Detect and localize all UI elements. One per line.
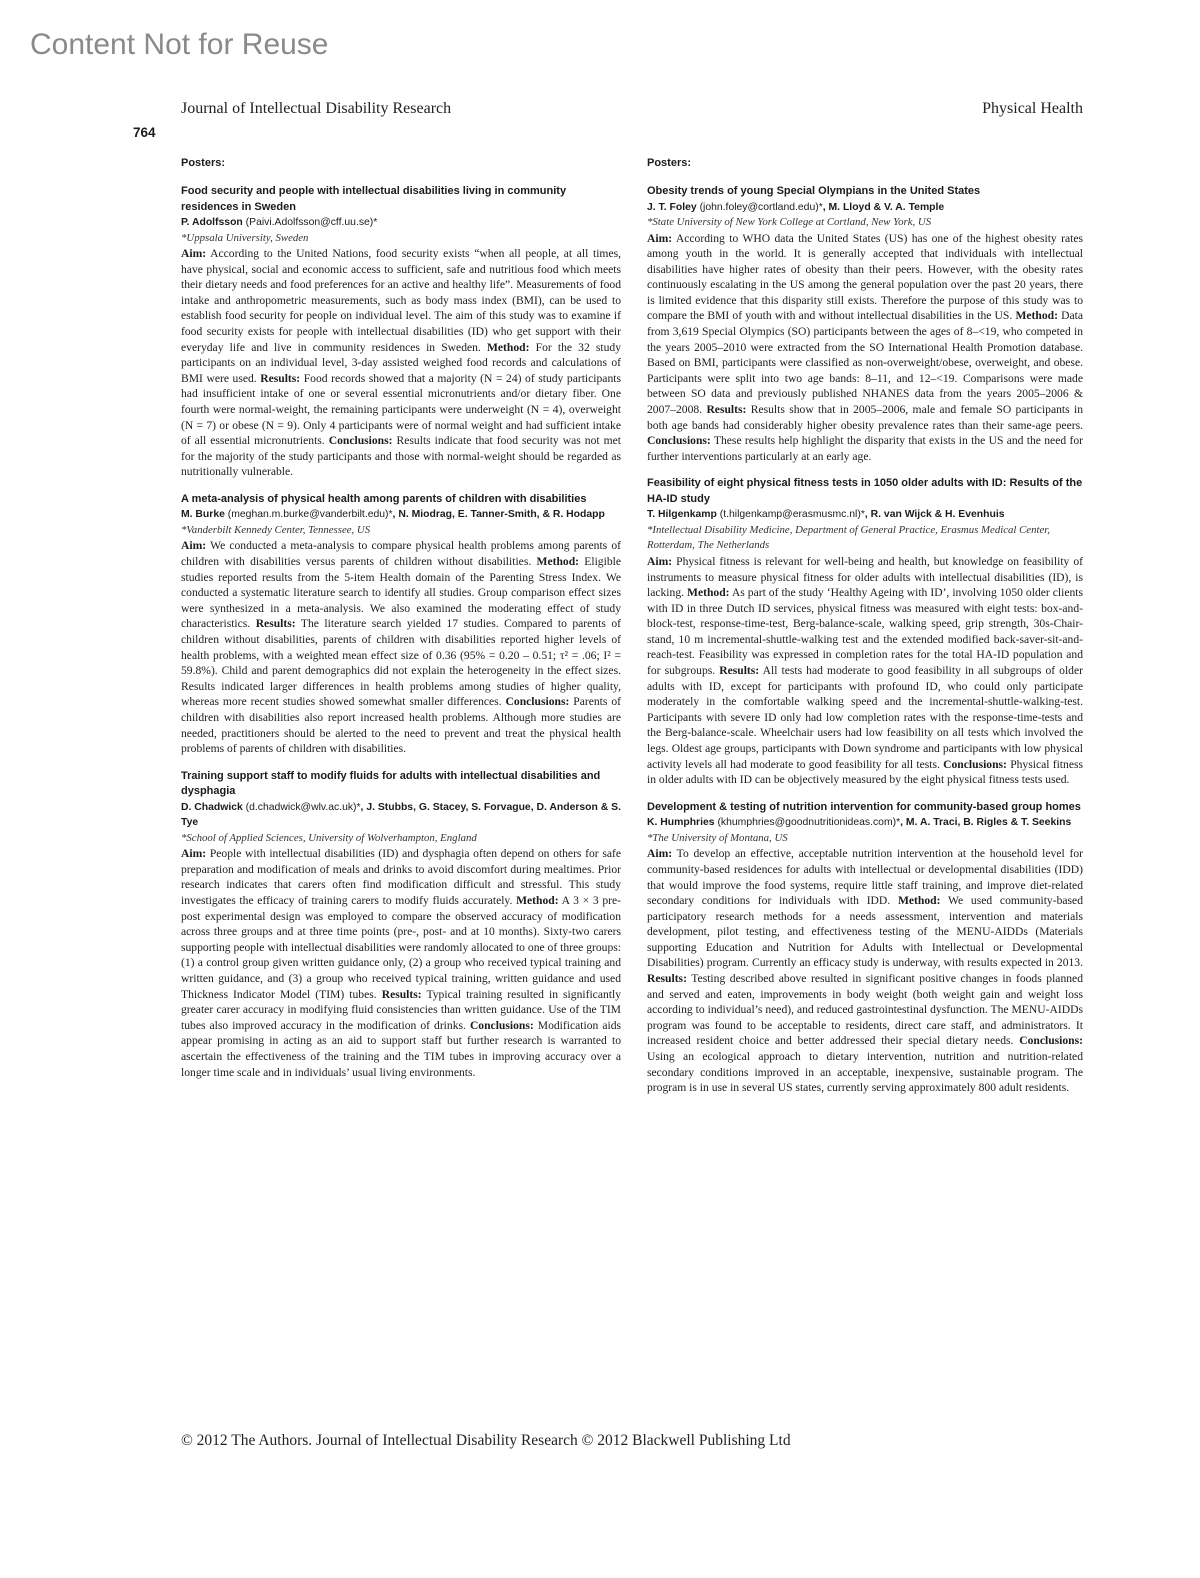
aim-label: Aim: <box>181 247 207 260</box>
results-text: All tests had moderate to good feasibility in all subgroups of older adults with ID, except for participants with profound ID, who could only participate moderately in the comfortable walking speed and the incremental-shuttle-walking-test. Participants with severe ID only had low completion rates with the response-time-tests and the Berg-balance-scale. Wheelchair users had low feasibility on all tests which involved the legs. Oldest age groups, participants with Down syndrome and participants with low physical activity levels all had moderate to good feasibility for all tests. <box>647 664 1083 771</box>
abstract-affiliation: *The University of Montana, US <box>647 831 788 844</box>
journal-title: Journal of Intellectual Disability Research <box>181 100 452 117</box>
abstract <box>647 800 1083 1096</box>
method-label: Method: <box>1015 309 1058 323</box>
results-label: Results: <box>255 617 296 631</box>
section-title: Physical Health <box>982 100 1083 117</box>
author-email[interactable]: (Paivi.Adolfsson@cff.uu.se)* <box>245 217 378 228</box>
posters-heading: Posters: <box>181 157 226 169</box>
method-label: Method: <box>687 586 730 600</box>
conclusions-text: Parents of children with disabilities also report increased health problems. Although more studies are needed, practitioners should be alerted to the need to prevent and treat the physical health problems of parents of children with disabilities. <box>181 695 621 756</box>
abstract-authors: J. T. Foley (john.foley@cortland.edu)*, M. Lloyd & V. A. Temple <box>647 201 945 213</box>
author-name: T. Hilgenkamp <box>647 509 717 521</box>
results-label: Results: <box>260 371 301 385</box>
abstract-title: Development & testing of nutrition intervention for community-based group homes <box>647 800 1081 813</box>
conclusions-label: Conclusions: <box>943 757 1007 771</box>
author-email[interactable]: (khumphries@goodnutritionideas.com)* <box>717 817 901 829</box>
conclusions-label: Conclusions: <box>1019 1034 1083 1048</box>
method-text: Data from 3,619 Special Olympics (SO) participants between the ages of 8–<19, who competed in the years 2005–2010 were extracted from the SO International Health Promotion database. Based on BMI, participants were classified as non-overweight/obese, overweight, and obese. Participants were split into two age bands: 8–11, and 12–<19. Comparisons were made between SO data and previously published NHANES data from the years 2005–2006 & 2007–2008. <box>647 309 1083 417</box>
abstract-authors: K. Humphries (khumphries@goodnutritionideas.com)*, M. A. Traci, B. Rigles & T. Seekins <box>647 817 1072 829</box>
method-label: Method: <box>516 894 559 907</box>
abstract-affiliation: *Vanderbilt Kennedy Center, Tennessee, US <box>181 523 371 536</box>
copyright-footer: © 2012 The Authors. Journal of Intellectual Disability Research © 2012 Blackwell Publishing Ltd <box>181 1432 791 1449</box>
results-text: Typical training resulted in significantly greater carer accuracy in modifying fluid consistencies than written guidance. Use of the TIM tubes also improved accuracy in the modification of drinks. <box>181 987 621 1032</box>
abstract-authors: T. Hilgenkamp (t.hilgenkamp@erasmusmc.nl)*, R. van Wijck & H. Evenhuis <box>647 509 1005 521</box>
abstract-body <box>181 246 621 480</box>
method-label: Method: <box>897 894 941 908</box>
abstract <box>181 184 621 480</box>
left-column <box>181 152 621 1092</box>
aim-label: Aim: <box>181 847 207 861</box>
coauthor-names: J. Stubbs, G. Stacey, S. Forvague, D. Anderson & S. Tye <box>181 801 621 829</box>
abstract <box>647 184 1083 464</box>
conclusions-text: These results help highlight the disparity that exists in the US and the need for further interventions particularly at an early age. <box>647 434 1083 463</box>
aim-text: Physical fitness is relevant for well-being and health, but knowledge on feasibility of instruments to measure physical fitness for older adults with intellectual disabilities (ID), is lacking. <box>647 554 1083 600</box>
conclusions-label: Conclusions: <box>328 434 393 448</box>
right-column <box>647 152 1083 1108</box>
results-text: Testing described above resulted in significant positive changes in foods planned and served and eaten, improvements in body weight (both weight gain and weight loss according to individual’s need), and reduced gastrointestinal dysfunction. The MENU-AIDDs program was found to be acceptable to residents, direct care staff, and administrators. It increased resident choice and better addressed their special dietary needs. <box>647 972 1083 1048</box>
method-text: We used community-based participatory research methods for a needs assessment, intervention and materials development, pilot testing, and effectiveness testing of the MENU-AIDDs (Materials supporting Education and Nutrition for Adults with Intellectual or Developmental Disabilities) program. Currently an efficacy study is underway, with results expected in 2013. <box>647 894 1083 970</box>
aim-label: Aim: <box>647 847 673 861</box>
method-text: For the 32 study participants on an individual level, 3-day assisted weighed food records and calculations of BMI were used. <box>181 340 621 385</box>
conclusions-label: Conclusions: <box>469 1018 534 1032</box>
watermark: Content Not for Reuse <box>30 28 329 61</box>
posters-heading: Posters: <box>647 157 692 169</box>
author-email[interactable]: (john.foley@cortland.edu)* <box>699 201 823 213</box>
abstract-affiliation: *Uppsala University, Sweden <box>181 231 309 244</box>
coauthor-names: M. A. Traci, B. Rigles & T. Seekins <box>905 817 1072 829</box>
author-email[interactable]: (d.chadwick@wlv.ac.uk)* <box>245 801 361 813</box>
aim-text: We conducted a meta-analysis to compare physical health problems among parents of children with disabilities versus parents of children without disabilities. <box>181 539 621 568</box>
aim-text: To develop an effective, acceptable nutrition intervention at the household level for community-based residences for adults with intellectual or developmental disabilities (IDD) that would improve the food systems, require little staff training, and improve diet-related secondary conditions for individuals with IDD. <box>647 847 1083 908</box>
aim-text: According to the United Nations, food security exists “when all people, at all times, have physical, social and economic access to sufficient, safe and nutritious food which meets their dietary needs and food preferences for an active and healthy life”. Measurements of food intake and anthropometric measurements, such as body mass index (BMI), can be used to establish food security for people on individual level. The aim of this study was to examine if food security exists for people with intellectual disabilities (ID) who get support with their everyday life and live in community residences in Sweden. <box>181 247 621 354</box>
author-name: D. Chadwick <box>181 801 243 813</box>
abstract <box>181 492 621 757</box>
author-email[interactable]: (meghan.m.burke@vanderbilt.edu)* <box>227 509 393 521</box>
method-text: As part of the study ‘Healthy Ageing with ID’, involving 1050 older clients with ID in three Dutch ID services, physical fitness was measured with eight tests: box-and-block-test, response-time-test, Berg-balance-scale, walking speed, grip strength, 30s-Chair-stand, 10 m incremental-shuttle-walking test and the extended modified back-saver-sit-and-reach-test. Feasibility was expressed in completion rates for the total HA-ID population and for subgroups. <box>647 586 1083 678</box>
coauthor-names: R. van Wijck & H. Evenhuis <box>870 509 1005 521</box>
aim-label: Aim: <box>647 231 673 245</box>
author-name: M. Burke <box>181 509 225 521</box>
coauthor-names: M. Lloyd & V. A. Temple <box>828 201 945 213</box>
abstract-title: Training support staff to modify fluids for adults with intellectual disabilities and dysphagia <box>181 769 601 798</box>
results-label: Results: <box>719 664 760 678</box>
method-text: Eligible studies reported results from the 5-item Health domain of the Parenting Stress Index. We conducted a systematic literature search to identify all studies. Group comparison effect sizes were synthesized in a meta-analysis. We also examined the moderating effect of study characteristics. <box>181 555 621 631</box>
conclusions-label: Conclusions: <box>647 434 711 448</box>
abstract-authors: M. Burke (meghan.m.burke@vanderbilt.edu)*, N. Miodrag, E. Tanner-Smith, & R. Hodapp <box>181 509 605 521</box>
aim-text: According to WHO data the United States (US) has one of the highest obesity rates among youth in the world. It is generally accepted that individuals with intellectual disabilities have higher rates of obesity than their peers. However, with the obesity rates continuously escalating in the US among the general population over the past 20 years, there is limited evidence that this disparity still exists. Therefore the purpose of this study was to compare the BMI of youth with and without intellectual disabilities in the US. <box>647 231 1084 323</box>
abstract-affiliation: *School of Applied Sciences, University of Wolverhampton, England <box>181 831 477 844</box>
author-name: P. Adolfsson <box>181 217 243 228</box>
aim-text: People with intellectual disabilities (ID) and dysphagia often depend on others for safe preparation and modification of meals and drinks to avoid discomfort during mealtimes. Prior research indicates that carers often find modification difficult and stressful. This study investigates the efficacy of training carers to modify fluids accurately. <box>181 847 621 907</box>
method-text: A 3 × 3 pre-post experimental design was employed to compare the observed accuracy of modification across three groups and at three time points (pre-, post- and at 10 months). Sixty-two carers supporting people with intellectual disabilities were randomly allocated to one of three groups: (1) a control group given written guidance only, (2) a group who received typical training and written guidance, and (3) a group who received typical training, written guidance and used Thickness Indicator Model (TIM) tubes. <box>181 894 621 1001</box>
author-email[interactable]: (t.hilgenkamp@erasmusmc.nl)* <box>719 509 865 521</box>
results-label: Results: <box>706 403 747 417</box>
results-text: The literature search yielded 17 studies. Compared to parents of children without disabilities, parents of children with disabilities reported higher levels of health problems, with a weighted mean effect size of 0.36 (95% = 0.20 – 0.51; τ² = .06; I² = 59.8%). Child and parent demographics did not explain the heterogeneity in the effect sizes. Results indicated larger differences in health problems among studies of higher quality, whereas more recent studies showed somewhat smaller differences. <box>181 617 621 709</box>
abstract-body <box>181 538 621 756</box>
conclusions-text: Modification aids appear promising in acting as an aid to support staff but further research is warranted to ascertain the effectiveness of the training and the TIM tubes in improving accuracy over a longer time scale and in individuals’ usual living environments. <box>181 1018 621 1079</box>
abstract-affiliation: *State University of New York College at Cortland, New York, US <box>647 216 932 228</box>
aim-label: Aim: <box>181 539 207 553</box>
abstract-title: Feasibility of eight physical fitness tests in 1050 older adults with ID: Results of the HA-ID study <box>647 477 1083 505</box>
author-name: J. T. Foley <box>647 201 697 213</box>
abstract-body <box>647 231 1083 465</box>
aim-label: Aim: <box>647 554 673 568</box>
results-label: Results: <box>381 987 422 1001</box>
method-label: Method: <box>536 555 580 568</box>
conclusions-text: Using an ecological approach to dietary intervention, nutrition and nutrition-related secondary conditions improved in an acceptable, inexpensive, sustainable program. The program is in use in several US states, currently serving approximately 800 adult residents. <box>647 1050 1083 1095</box>
abstract-body <box>181 846 621 1080</box>
abstract <box>181 769 621 1080</box>
abstract-affiliation: *Intellectual Disability Medicine, Department of General Practice, Erasmus Medical Center, Rotterdam, The Netherlands <box>647 523 1050 552</box>
abstract-title: A meta-analysis of physical health among parents of children with disabilities <box>181 492 587 505</box>
abstract-title: Food security and people with intellectual disabilities living in community residences in Sweden <box>181 185 567 213</box>
conclusions-text: Results indicate that food security was not met for the majority of the study participants and those with normal-weight should be regarded as nutritionally vulnerable. <box>181 434 621 479</box>
conclusions-label: Conclusions: <box>505 695 570 709</box>
method-label: Method: <box>486 340 530 354</box>
abstract <box>647 476 1083 787</box>
abstract-body <box>647 846 1083 1096</box>
results-text: Food records showed that a majority (N = 24) of study participants had insufficient intake of one or several essential micronutrients and/or dietary fiber. One fourth were normal-weight, the remaining participants were underweight (N = 4), overweight (N = 7) or obese (N = 9). Only 4 participants were of normal weight and had sufficient intake of all essential micronutrients. <box>181 371 621 448</box>
results-label: Results: <box>647 972 687 986</box>
abstract-title: Obesity trends of young Special Olympians in the United States <box>647 185 981 197</box>
coauthor-names: N. Miodrag, E. Tanner-Smith, & R. Hodapp <box>398 509 605 521</box>
author-name: K. Humphries <box>647 817 715 829</box>
page-number: 764 <box>133 125 156 140</box>
abstract-authors <box>181 215 621 231</box>
abstract-body <box>647 554 1083 788</box>
abstract-authors: D. Chadwick (d.chadwick@wlv.ac.uk)*, J. Stubbs, G. Stacey, S. Forvague, D. Anderson & S. Tye <box>181 801 621 829</box>
results-text: Results show that in 2005–2006, male and female SO participants in both age bands had considerably higher obesity prevalence rates than their same-age peers. <box>647 403 1084 432</box>
conclusions-text: Physical fitness in older adults with ID can be objectively measured by the eight physical fitness tests used. <box>647 757 1083 787</box>
